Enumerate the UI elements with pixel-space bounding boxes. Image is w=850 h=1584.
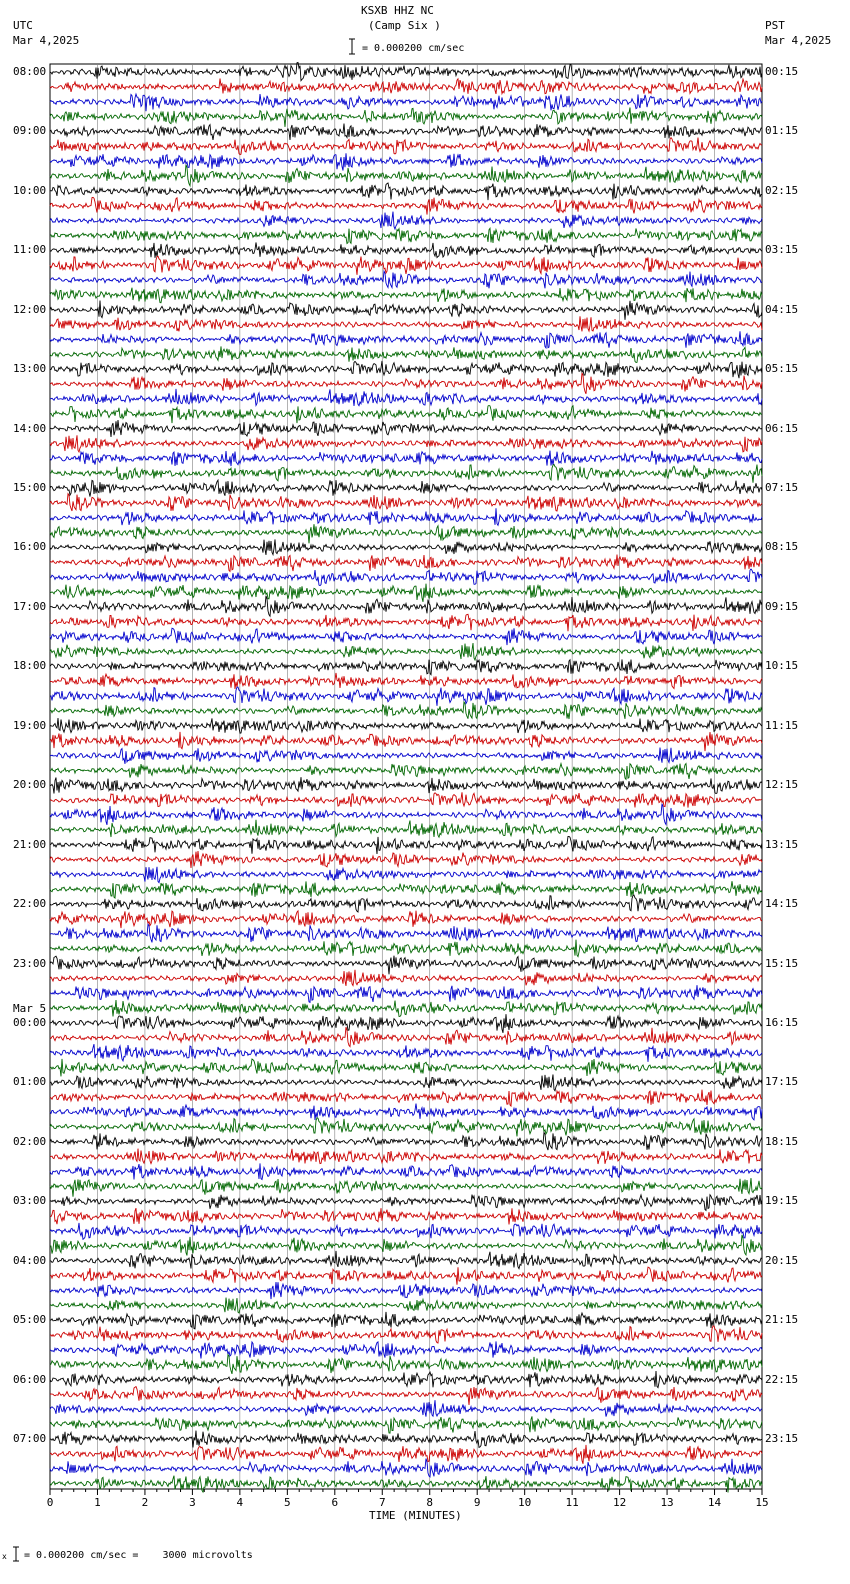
pst-hour-label: 18:15: [765, 1134, 799, 1148]
utc-hour-label: 00:00: [13, 1015, 47, 1029]
seismic-trace: [50, 555, 762, 572]
seismic-trace: [50, 643, 762, 660]
x-tick-label: 14: [707, 1496, 722, 1509]
seismic-trace: [50, 614, 762, 631]
seismic-trace: [50, 494, 762, 511]
x-tick-label: 6: [331, 1496, 339, 1509]
x-tick-label: 2: [141, 1496, 149, 1509]
pst-hour-label: 10:15: [765, 659, 799, 673]
seismic-trace: [50, 1416, 762, 1433]
utc-hour-label: 14:00: [13, 421, 47, 435]
pst-hour-label: 09:15: [765, 599, 799, 613]
seismic-trace: [50, 228, 762, 243]
seismic-trace: [50, 1133, 762, 1151]
seismic-trace: [50, 659, 762, 674]
x-tick-label: 1: [94, 1496, 101, 1509]
utc-hour-label: 16:00: [13, 540, 47, 554]
seismic-trace: [50, 361, 762, 378]
seismic-trace: [50, 212, 762, 229]
seismic-trace: [50, 464, 762, 482]
utc-hour-label: 12:00: [13, 302, 47, 316]
x-tick-label: 4: [236, 1496, 244, 1509]
pst-hour-label: 17:15: [765, 1075, 799, 1089]
seismic-trace: [50, 1355, 762, 1374]
pst-hour-label: 19:15: [765, 1194, 799, 1208]
seismic-trace: [50, 508, 762, 525]
utc-hour-label: 18:00: [13, 659, 47, 673]
pst-hour-label: 15:15: [765, 956, 799, 970]
seismic-trace: [50, 1400, 762, 1416]
utc-hour-label: 08:00: [13, 65, 47, 78]
seismic-trace: [50, 183, 762, 200]
left-date: Mar 4,2025: [13, 34, 80, 47]
utc-hour-label: 22:00: [13, 897, 47, 911]
utc-hour-label: 17:00: [13, 599, 47, 613]
seismic-trace: [50, 1235, 762, 1256]
seismic-trace: [50, 895, 762, 912]
x-tick-label: 3: [189, 1496, 196, 1509]
x-tick-label: 5: [284, 1496, 291, 1509]
seismic-trace: [50, 451, 762, 467]
seismic-trace: [50, 628, 762, 645]
seismic-trace: [50, 124, 762, 140]
seismic-trace: [50, 1000, 762, 1017]
x-axis-label: TIME (MINUTES): [369, 1509, 462, 1522]
seismic-trace: [50, 1223, 762, 1239]
utc-hour-label: 09:00: [13, 124, 47, 138]
pst-hour-label: 08:15: [765, 540, 799, 554]
seismic-trace: [50, 1104, 762, 1120]
seismic-trace: [50, 792, 762, 807]
pst-hour-label: 06:15: [765, 421, 799, 435]
seismic-trace: [50, 1387, 762, 1405]
seismic-trace: [50, 346, 762, 362]
seismic-trace: [50, 1312, 762, 1329]
seismic-trace: [50, 256, 762, 275]
x-tick-label: 11: [565, 1496, 579, 1509]
seismic-trace: [50, 718, 762, 733]
footer-scale-label: = 0.000200 cm/sec = 3000 microvolts: [24, 1550, 253, 1561]
seismic-trace: [50, 62, 762, 80]
seismic-trace: [50, 1251, 762, 1269]
seismic-trace: [50, 940, 762, 957]
seismic-trace: [50, 1178, 762, 1197]
seismic-trace: [50, 1044, 762, 1062]
seismic-trace: [50, 1445, 762, 1464]
utc-hour-label: 04:00: [13, 1253, 47, 1267]
seismic-trace: [50, 1059, 762, 1077]
pst-hour-label: 13:15: [765, 837, 799, 851]
x-tick-label: 7: [378, 1496, 386, 1509]
seismic-trace: [50, 288, 762, 303]
seismic-trace: [50, 435, 762, 452]
pst-hour-label: 00:15: [765, 65, 799, 78]
seismic-trace: [50, 881, 762, 898]
seismic-trace: [50, 985, 762, 1002]
right-date: Mar 4,2025: [765, 34, 832, 47]
seismic-trace: [50, 836, 762, 854]
seismic-trace: [50, 569, 762, 586]
seismic-trace: [50, 851, 762, 868]
seismic-trace: [50, 687, 762, 706]
utc-hour-label: 01:00: [13, 1075, 47, 1089]
utc-hour-label: 03:00: [13, 1194, 47, 1208]
seismic-trace: [50, 480, 762, 497]
seismic-trace: [50, 331, 762, 348]
day-change-label: Mar 5: [13, 1002, 47, 1015]
utc-hour-label: 20:00: [13, 778, 47, 792]
seismic-trace: [50, 748, 762, 764]
pst-hour-label: 04:15: [765, 302, 799, 316]
x-tick-label: 12: [612, 1496, 627, 1509]
seismic-trace: [50, 316, 762, 331]
seismic-trace: [50, 373, 762, 394]
seismic-trace: [50, 1341, 762, 1358]
seismic-trace: [50, 1027, 762, 1047]
station-title: KSXB HHZ NC: [361, 4, 434, 17]
seismic-trace: [50, 1149, 762, 1164]
seismic-trace: [50, 138, 762, 155]
pst-hour-label: 20:15: [765, 1253, 799, 1267]
utc-hour-label: 21:00: [13, 837, 47, 851]
seismic-trace: [50, 867, 762, 883]
utc-hour-label: 11:00: [13, 243, 47, 257]
scale-label: = 0.000200 cm/sec: [362, 43, 465, 54]
pst-hour-label: 23:15: [765, 1432, 799, 1445]
seismic-trace: [50, 970, 762, 986]
seismic-trace: [50, 1298, 762, 1313]
seismic-trace: [50, 197, 762, 214]
seismic-trace: [50, 1267, 762, 1285]
pst-hour-label: 11:15: [765, 718, 799, 732]
seismic-trace: [50, 1371, 762, 1388]
utc-hour-label: 02:00: [13, 1134, 47, 1148]
pst-hour-label: 05:15: [765, 362, 799, 376]
x-tick-label: 8: [426, 1496, 434, 1509]
seismic-trace: [50, 673, 762, 689]
pst-hour-label: 03:15: [765, 243, 799, 257]
utc-hour-label: 07:00: [13, 1432, 47, 1445]
svg-text:x: x: [2, 1552, 7, 1561]
seismic-trace: [50, 1282, 762, 1299]
seismic-trace: [50, 732, 762, 751]
utc-hour-label: 23:00: [13, 956, 47, 970]
x-tick-label: 9: [473, 1496, 481, 1509]
seismic-trace: [50, 1163, 762, 1179]
seismic-trace: [50, 301, 762, 320]
seismic-trace: [50, 94, 762, 111]
seismic-trace: [50, 1090, 762, 1106]
x-tick-label: 0: [46, 1496, 54, 1509]
seismic-trace: [50, 389, 762, 406]
seismic-trace: [50, 165, 762, 186]
x-tick-label: 15: [755, 1496, 769, 1509]
seismic-trace: [50, 820, 762, 837]
seismic-trace: [50, 1118, 762, 1137]
seismic-trace: [50, 1326, 762, 1343]
seismic-trace: [50, 956, 762, 975]
pst-hour-label: 12:15: [765, 778, 799, 792]
seismic-trace: [50, 596, 762, 616]
station-location: (Camp Six ): [368, 19, 441, 32]
pst-hour-label: 14:15: [765, 897, 799, 911]
seismic-trace: [50, 1459, 762, 1477]
x-tick-label: 10: [518, 1496, 532, 1509]
pst-hour-label: 07:15: [765, 481, 799, 495]
pst-hour-label: 21:15: [765, 1313, 799, 1327]
seismic-trace: [50, 702, 762, 719]
seismic-trace: [50, 1208, 762, 1224]
utc-hour-label: 19:00: [13, 718, 47, 732]
seismic-trace: [50, 1014, 762, 1033]
seismic-trace: [50, 1075, 762, 1091]
seismic-trace: [50, 764, 762, 780]
seismic-trace: [50, 1195, 762, 1211]
seismic-trace: [50, 153, 762, 170]
pst-hour-label: 02:15: [765, 183, 799, 197]
seismic-trace: [50, 804, 762, 825]
utc-hour-label: 06:00: [13, 1372, 47, 1386]
seismic-trace: [50, 420, 762, 437]
pst-hour-label: 01:15: [765, 124, 799, 138]
seismic-trace: [50, 1431, 762, 1448]
seismic-trace: [50, 406, 762, 424]
left-timezone: UTC: [13, 19, 33, 32]
footer-scale-bar-icon: [2, 1546, 24, 1564]
utc-hour-label: 13:00: [13, 362, 47, 376]
pst-hour-label: 16:15: [765, 1015, 799, 1029]
seismic-trace: [50, 584, 762, 602]
x-tick-label: 13: [660, 1496, 674, 1509]
seismic-trace: [50, 108, 762, 127]
seismic-trace: [50, 524, 762, 543]
utc-hour-label: 10:00: [13, 183, 47, 197]
pst-hour-label: 22:15: [765, 1372, 799, 1386]
seismic-trace: [50, 242, 762, 257]
utc-hour-label: 05:00: [13, 1313, 47, 1327]
right-timezone: PST: [765, 19, 785, 32]
seismic-trace: [50, 539, 762, 555]
seismic-trace: [50, 924, 762, 942]
seismic-trace: [50, 79, 762, 94]
seismic-trace: [50, 777, 762, 793]
utc-hour-label: 15:00: [13, 481, 47, 495]
